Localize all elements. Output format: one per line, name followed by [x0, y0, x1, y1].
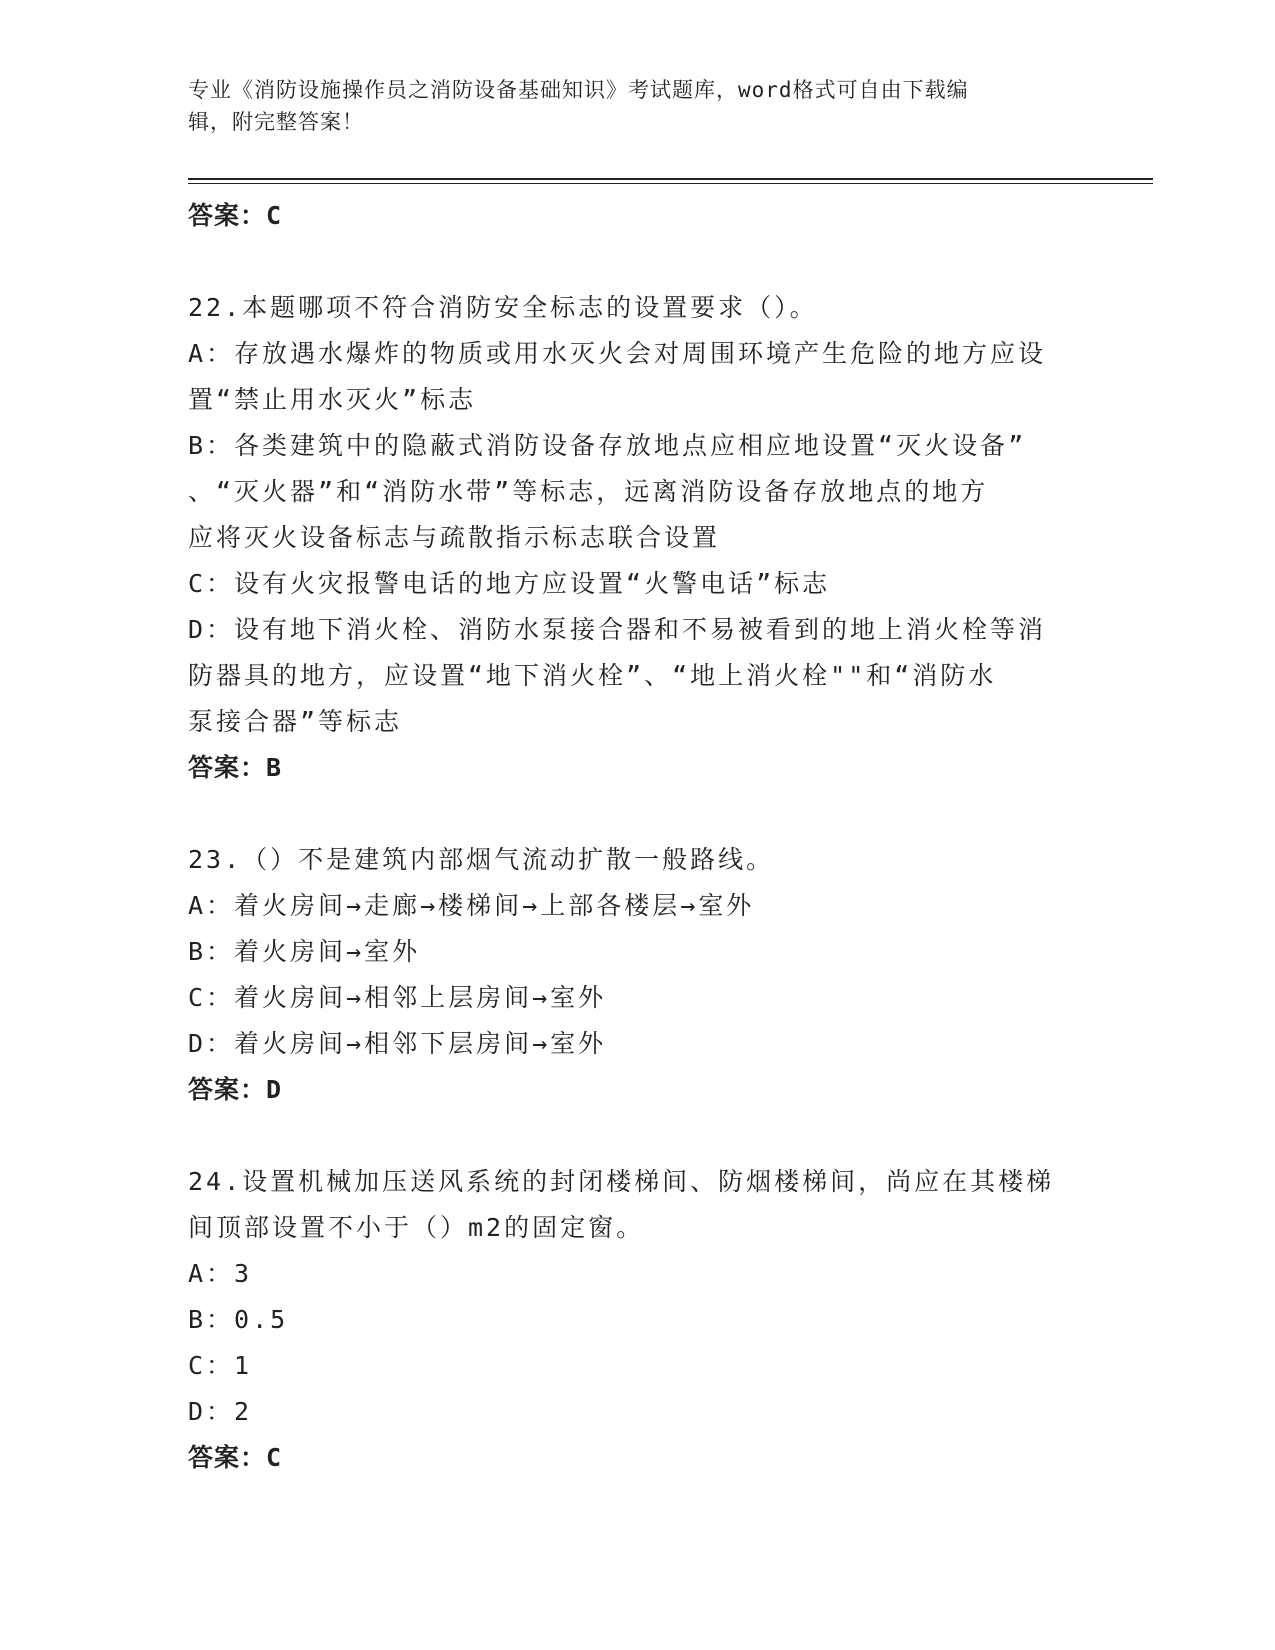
option-line: B：各类建筑中的隐蔽式消防设备存放地点应相应地设置“灭火设备”	[188, 431, 1027, 460]
header-rule-thick	[188, 178, 1153, 180]
answer-label: 答案：	[188, 201, 267, 230]
option-c	[188, 561, 1088, 607]
answer-line	[188, 1067, 1088, 1113]
question-24	[188, 1159, 1088, 1481]
answer-value: D	[266, 1075, 284, 1104]
header-line-2: 辑，附完整答案！	[188, 110, 364, 134]
header-rule-thin	[188, 183, 1153, 184]
answer-line	[188, 1435, 1088, 1481]
option-line: 防器具的地方，应设置“地下消火栓”、“地上消火栓""和“消防水	[188, 661, 997, 690]
option-line: C：着火房间→相邻上层房间→室外	[188, 983, 607, 1012]
option-a	[188, 331, 1088, 423]
option-line: D：设有地下消火栓、消防水泵接合器和不易被看到的地上消火栓等消	[188, 615, 1047, 644]
option-b	[188, 423, 1088, 561]
option-d	[188, 1021, 1088, 1067]
question-stem: 22.本题哪项不符合消防安全标志的设置要求（）。	[188, 293, 818, 322]
option-d	[188, 1389, 1088, 1435]
answer-value: B	[266, 753, 284, 782]
answer-label: 答案：	[188, 753, 267, 782]
option-line: C：1	[188, 1351, 253, 1380]
question-content	[188, 193, 1088, 1481]
option-line: 泵接合器”等标志	[188, 707, 403, 736]
option-c	[188, 975, 1088, 1021]
option-b	[188, 929, 1088, 975]
answer-value: C	[266, 201, 284, 230]
answer-label: 答案：	[188, 1075, 267, 1104]
option-line: 应将灭火设备标志与疏散指示标志联合设置	[188, 523, 721, 552]
answer-label: 答案：	[188, 1443, 267, 1472]
question-stem: 24.设置机械加压送风系统的封闭楼梯间、防烟楼梯间，尚应在其楼梯	[188, 1167, 1055, 1196]
header-line-1: 专业《消防设施操作员之消防设备基础知识》考试题库，word格式可自由下载编	[188, 78, 969, 102]
option-line: D：2	[188, 1397, 253, 1426]
option-b	[188, 1297, 1088, 1343]
option-a	[188, 883, 1088, 929]
option-line: B：着火房间→室外	[188, 937, 421, 966]
answer-line	[188, 745, 1088, 791]
question-23	[188, 837, 1088, 1113]
option-d	[188, 607, 1088, 745]
page-header	[188, 74, 1068, 138]
option-line: C：设有火灾报警电话的地方应设置“火警电话”标志	[188, 569, 831, 598]
option-c	[188, 1343, 1088, 1389]
option-line: 置“禁止用水灭火”标志	[188, 385, 477, 414]
option-line: B：0.5	[188, 1305, 289, 1334]
option-line: A：存放遇水爆炸的物质或用水灭火会对周围环境产生危险的地方应设	[188, 339, 1047, 368]
option-line: A：3	[188, 1259, 253, 1288]
option-line: D：着火房间→相邻下层房间→室外	[188, 1029, 607, 1058]
option-line: 、“灭火器”和“消防水带”等标志，远离消防设备存放地点的地方	[188, 477, 989, 506]
question-stem-cont: 间顶部设置不小于（）m2的固定窗。	[188, 1213, 645, 1242]
question-22	[188, 285, 1088, 791]
option-line: A：着火房间→走廊→楼梯间→上部各楼层→室外	[188, 891, 755, 920]
previous-answer	[188, 193, 1088, 239]
option-a	[188, 1251, 1088, 1297]
question-stem: 23.（）不是建筑内部烟气流动扩散一般路线。	[188, 845, 775, 874]
answer-value: C	[266, 1443, 284, 1472]
